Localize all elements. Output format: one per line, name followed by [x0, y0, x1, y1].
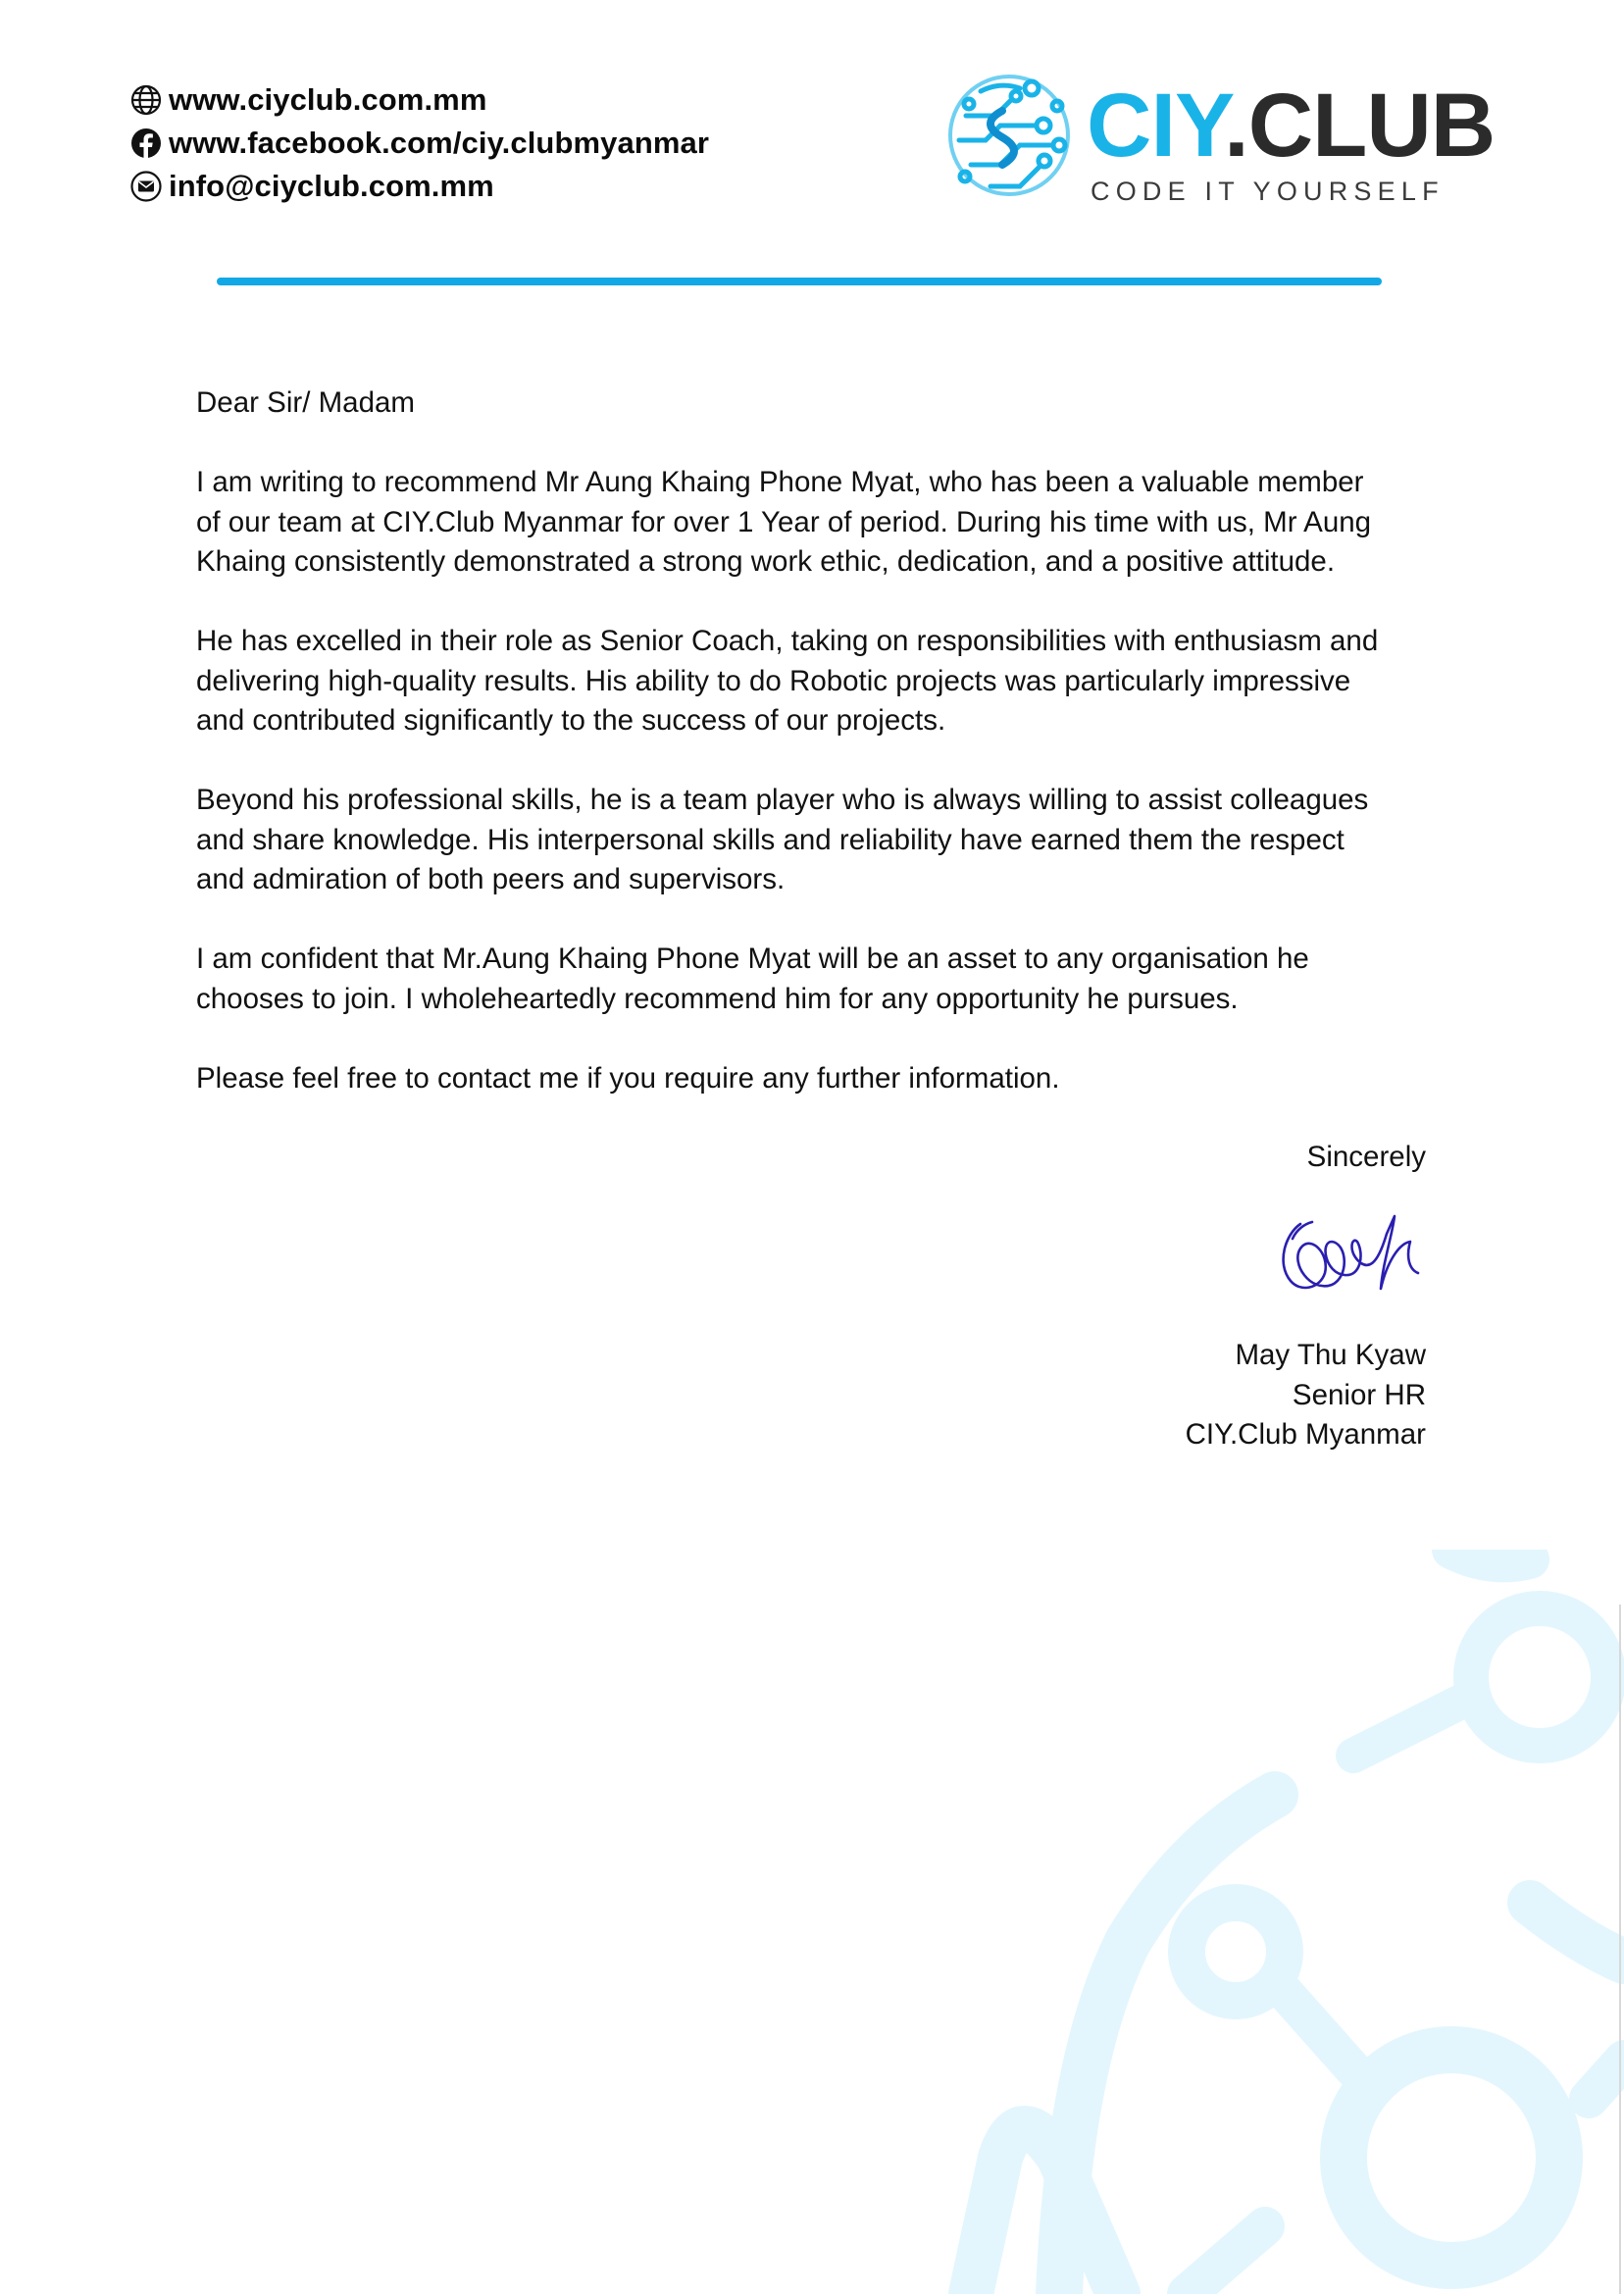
- globe-icon: [129, 83, 163, 117]
- header-divider: [217, 278, 1382, 285]
- paragraph-1: I am writing to recommend Mr Aung Khaing Phone Myat, who has been a valuable member of our team at CIY.Club Myanmar for over 1 Year of period. During his time with us, Mr Aung Khaing consistently demonstrated a strong work ethic, dedication, and a positive attitude.: [196, 466, 1372, 578]
- closing: Sincerely: [1306, 1141, 1426, 1173]
- logo-tagline: CODE IT YOURSELF: [1091, 177, 1445, 206]
- contact-facebook[interactable]: [129, 122, 709, 165]
- paragraph-4: I am confident that Mr.Aung Khaing Phone Myat will be an asset to any organisation he chooses to join. I wholeheartedly recommend him for any opportunity he pursues.: [196, 943, 1309, 1015]
- contact-email[interactable]: [129, 165, 709, 208]
- logo-word-ciy: CIY: [1087, 76, 1225, 176]
- contact-facebook-text: www.facebook.com/ciy.clubmyanmar: [169, 126, 710, 160]
- handwritten-signature: [1271, 1195, 1428, 1312]
- contact-email-text: info@ciyclub.com.mm: [169, 169, 494, 203]
- page-edge-line: [1619, 1605, 1621, 2294]
- contact-website[interactable]: [129, 78, 709, 122]
- signer-name: May Thu Kyaw: [1235, 1339, 1426, 1371]
- letter-body: [196, 383, 1442, 1139]
- logo-wordmark: [1087, 76, 1496, 176]
- contact-website-text: www.ciyclub.com.mm: [169, 82, 487, 117]
- paragraph-3: Beyond his professional skills, he is a team player who is always willing to assist colleagues and share knowledge. His interpersonal skills and reliability have earned them the respect and admiration of both peers and supervisors.: [196, 784, 1369, 895]
- mail-icon: [129, 170, 163, 203]
- paragraph-5: Please feel free to contact me if you require any further information.: [196, 1061, 1060, 1095]
- signer-organization: CIY.Club Myanmar: [1185, 1418, 1426, 1451]
- header-contacts: [129, 78, 709, 208]
- logo-word-club: .CLUB: [1224, 76, 1496, 176]
- watermark-circuit-graphic: [941, 1550, 1624, 2294]
- signer-block: [1186, 1336, 1426, 1455]
- ciy-club-logo: [941, 67, 1496, 214]
- salutation: Dear Sir/ Madam: [196, 386, 415, 419]
- paragraph-2: He has excelled in their role as Senior Coach, taking on responsibilities with enthusiasm and delivering high-quality results. His ability to do Robotic projects was particularly impressive and contributed significantly to the success of our projects.: [196, 625, 1379, 737]
- facebook-icon: [129, 127, 163, 160]
- signer-title: Senior HR: [1292, 1378, 1426, 1411]
- logo-circuit-globe-icon: [941, 67, 1077, 204]
